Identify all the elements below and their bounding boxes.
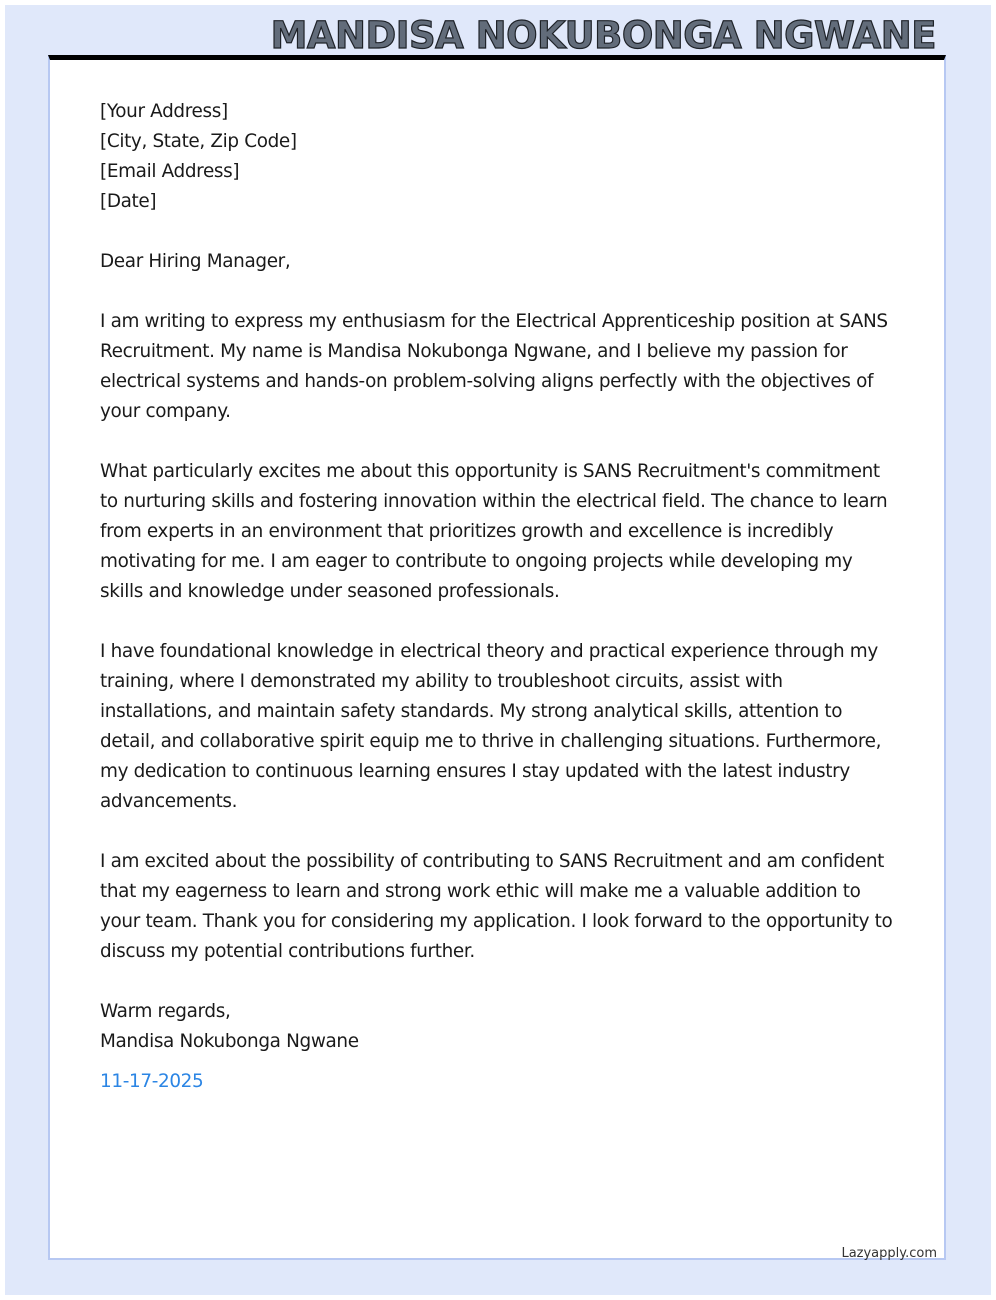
spacer — [100, 967, 900, 997]
closing: Warm regards, — [100, 1001, 231, 1022]
sender-city-state-zip: [City, State, Zip Code] — [100, 131, 297, 152]
sender-date: [Date] — [100, 191, 157, 212]
salutation: Dear Hiring Manager, — [100, 251, 291, 272]
spacer — [100, 817, 900, 847]
body-paragraph: I have foundational knowledge in electrical theory and practical experience through my training, where I demonstrated my ability to troubleshoot circuits, assist with installations, and maintain safety standards. My strong analytical skills, attention to detail, and collaborative spirit equip me to thrive in challenging situations. Furthermore, my dedication to continuous learning ensures I stay updated with the latest industry advancements. — [100, 641, 882, 812]
spacer — [100, 427, 900, 457]
applicant-name-header: MANDISA NOKUBONGA NGWANE — [270, 14, 936, 57]
spacer — [100, 217, 900, 247]
sender-address: [Your Address] — [100, 101, 228, 122]
sender-email: [Email Address] — [100, 161, 240, 182]
body-paragraph: I am writing to express my enthusiasm for the Electrical Apprenticeship position at SANS Recruitment. My name is Mandisa Nokubonga Ngwane, and I believe my passion for electrical systems and hands-on problem-solving aligns perfectly with the objectives of your company. — [100, 311, 888, 422]
signature-date: 11-17-2025 — [100, 1071, 204, 1092]
cover-letter-body — [100, 97, 900, 1097]
spacer — [100, 277, 900, 307]
body-paragraph: I am excited about the possibility of contributing to SANS Recruitment and am confident that my eagerness to learn and strong work ethic will make me a valuable addition to your team. Thank you for considering my application. I look forward to the opportunity to discuss my potential contributions further. — [100, 851, 893, 962]
sender-block — [100, 97, 900, 217]
watermark-link[interactable]: Lazyapply.com — [841, 1246, 937, 1261]
body-paragraph: What particularly excites me about this opportunity is SANS Recruitment's commitment to nurturing skills and fostering innovation within the electrical field. The chance to learn from experts in an environment that prioritizes growth and excellence is incredibly motivating for me. I am eager to contribute to ongoing projects while developing my skills and knowledge under seasoned professionals. — [100, 461, 888, 602]
signature-name: Mandisa Nokubonga Ngwane — [100, 1031, 359, 1052]
spacer — [100, 607, 900, 637]
